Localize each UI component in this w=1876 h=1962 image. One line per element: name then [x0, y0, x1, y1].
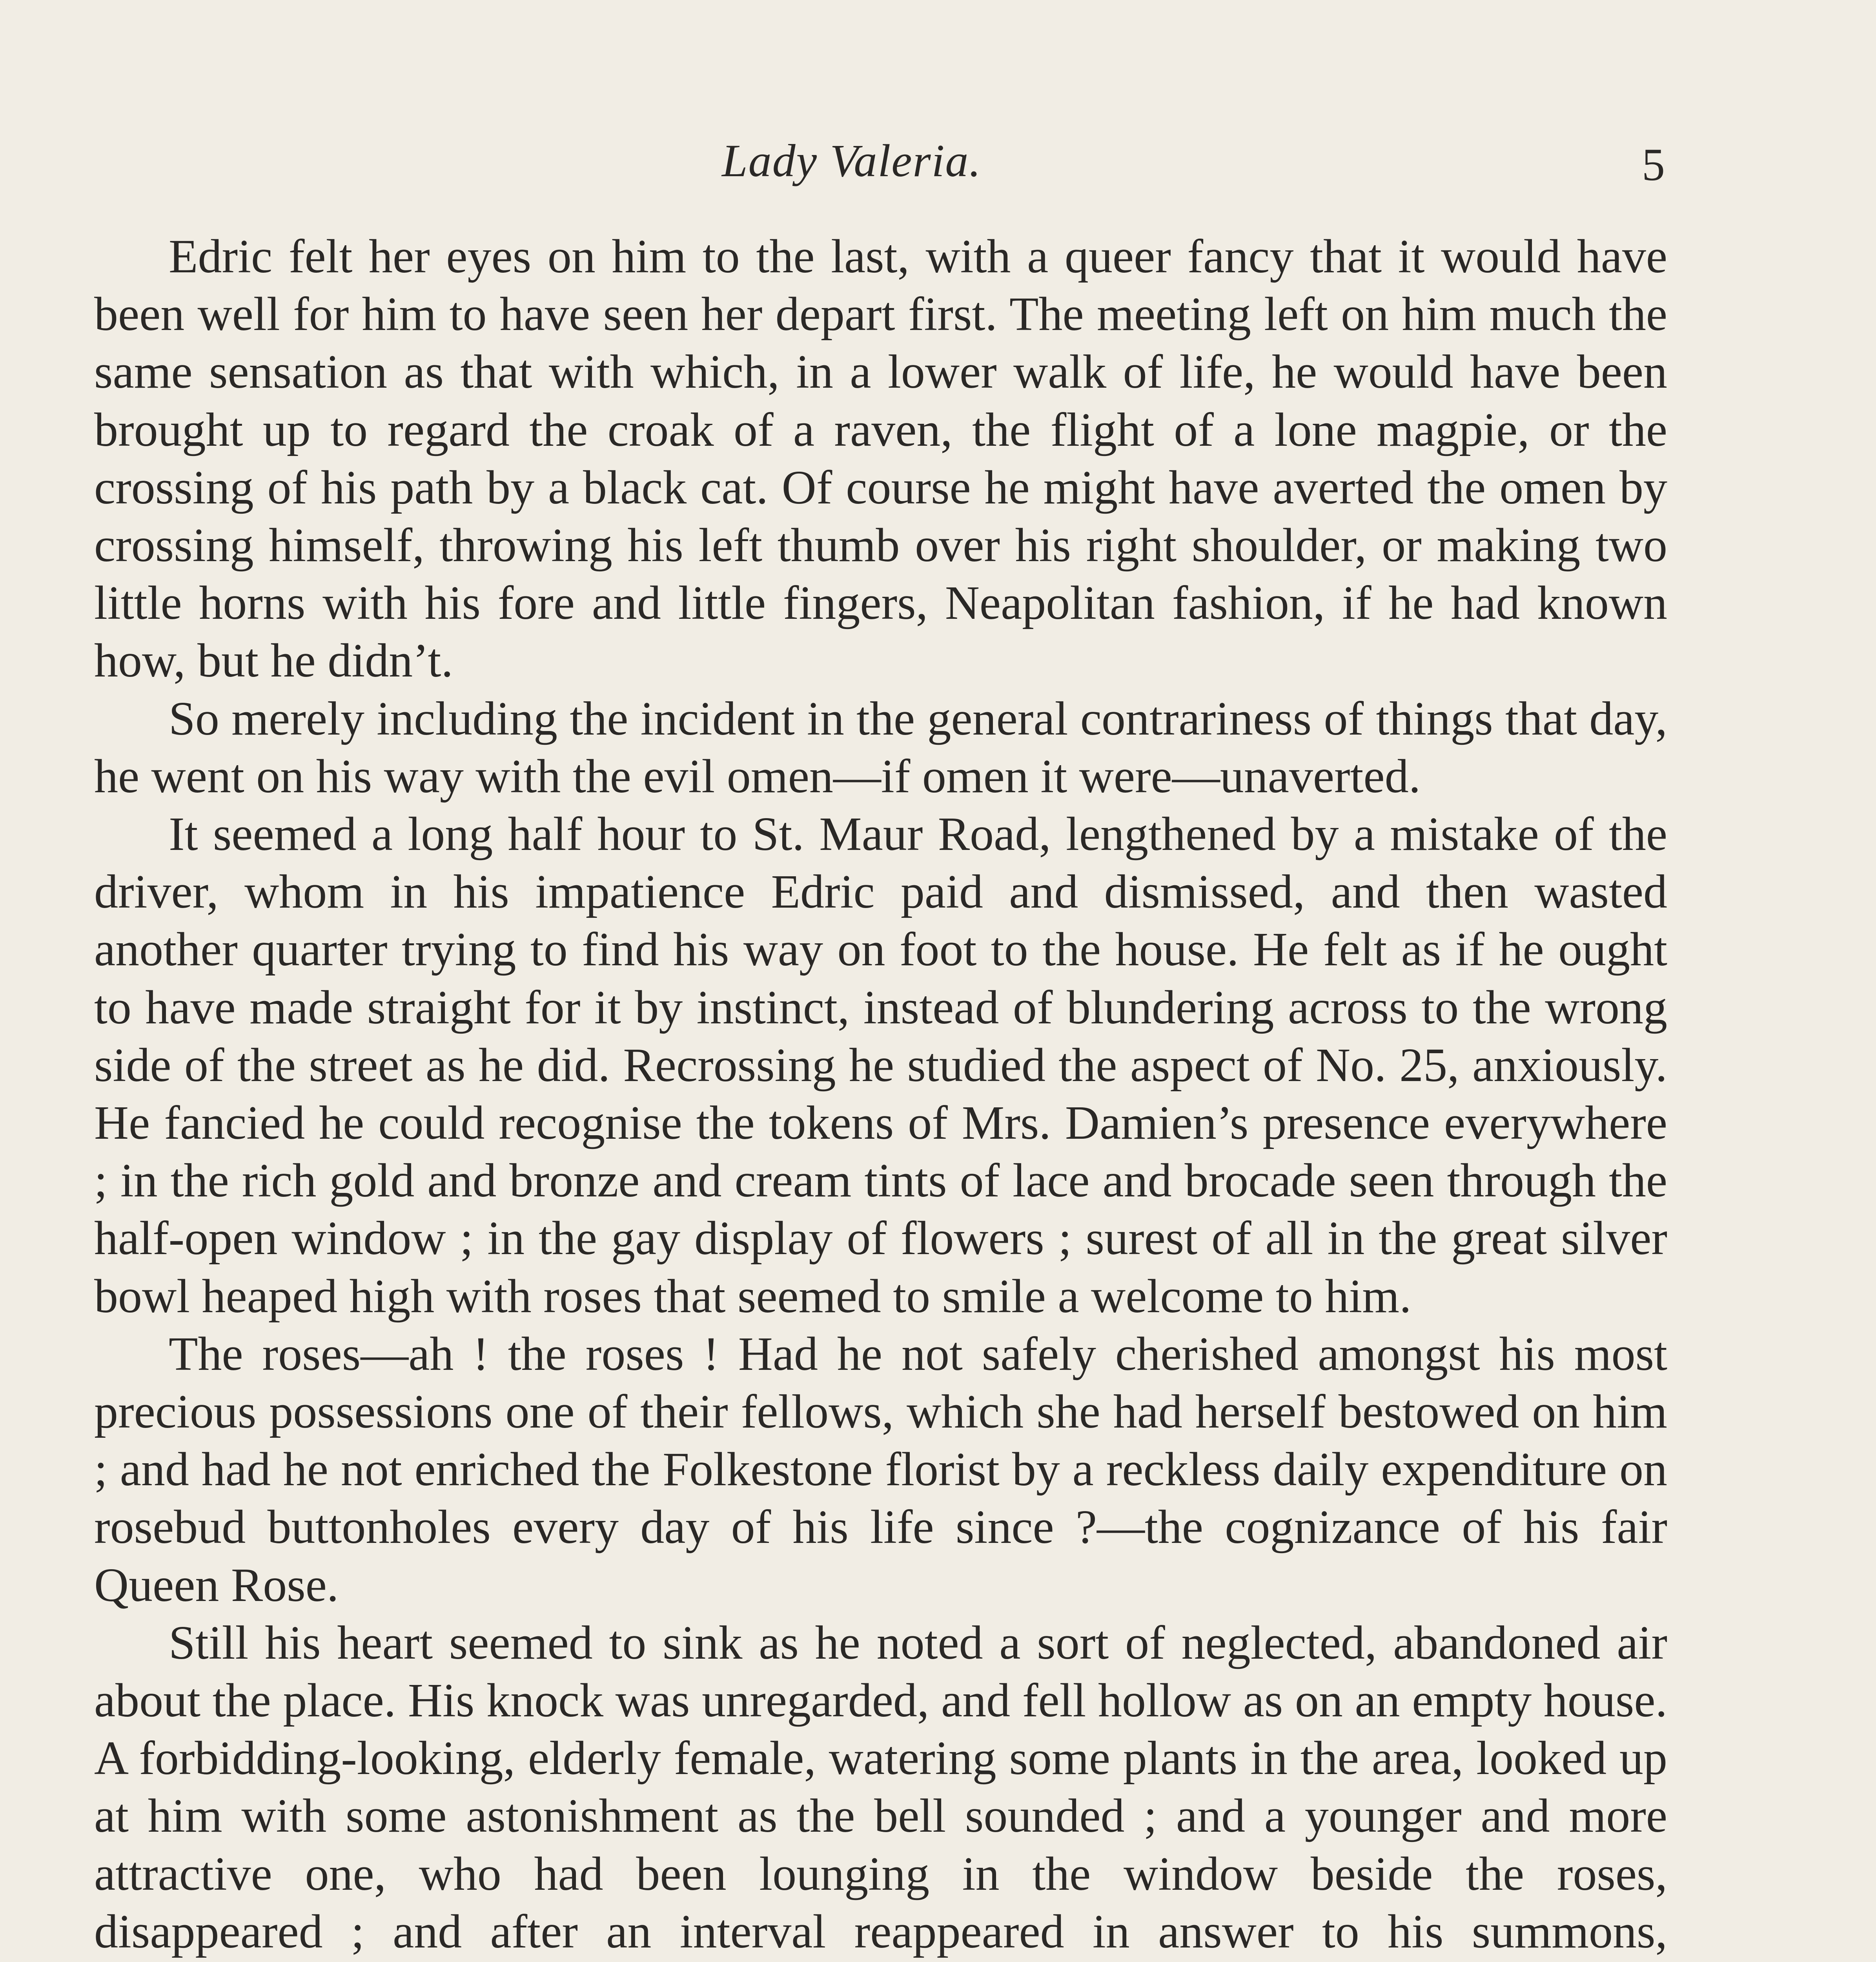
- page-number: 5: [1642, 139, 1665, 190]
- running-header: [0, 129, 1876, 192]
- body-text: [94, 228, 1667, 1962]
- running-title: Lady Valeria.: [722, 135, 982, 186]
- paragraph: Still his heart seemed to sink as he noted a sort of neglected, abandoned air about the place. His knock was unregarded, and fell hollow as on an empty house. A forbidding-looking, elderly female, watering some plants in the area, looked up at him with some astonishment as the bell sounded ; and a younger and more attractive one, who had been lounging in the window beside the roses, disappeared ; and after an interval reappeared in answer to his summons,: [94, 1616, 1667, 1958]
- paragraph: It seemed a long half hour to St. Maur Road, lengthened by a mistake of the driver, whom in his impatience Edric paid and dismissed, and then wasted another quarter trying to find his way on foot to the house. He felt as if he ought to have made straight for it by instinct, instead of blundering across to the wrong side of the street as he did. Recrossing he studied the aspect of No. 25, anxiously. He fancied he could recognise the tokens of Mrs. Damien’s presence everywhere ; in the rich gold and bronze and cream tints of lace and brocade seen through the half-open window ; in the gay display of flowers ; surest of all in the great silver bowl heaped high with roses that seemed to smile a welcome to him.: [94, 808, 1667, 1323]
- paragraph: Edric felt her eyes on him to the last, with a queer fancy that it would have been well for him to have seen her depart first. The meeting left on him much the same sensation as that with which, in a lower walk of life, he would have been brought up to regard the croak of a raven, the flight of a lone magpie, or the crossing of his path by a black cat. Of course he might have averted the omen by crossing himself, throwing his left thumb over his right shoulder, or making two little horns with his fore and little fingers, Neapolitan fashion, if he had known how, but he didn’t.: [94, 230, 1667, 687]
- paragraph: The roses—ah ! the roses ! Had he not safely cherished amongst his most precious possessions one of their fellows, which she had herself bestowed on him ; and had he not enriched the Folkestone florist by a reckless daily expenditure on rosebud buttonholes every day of his life since ?—the cognizance of his fair Queen Rose.: [94, 1327, 1667, 1612]
- paragraph: So merely including the incident in the general contrariness of things that day, he went on his way with the evil omen—if omen it were—unaverted.: [94, 692, 1667, 803]
